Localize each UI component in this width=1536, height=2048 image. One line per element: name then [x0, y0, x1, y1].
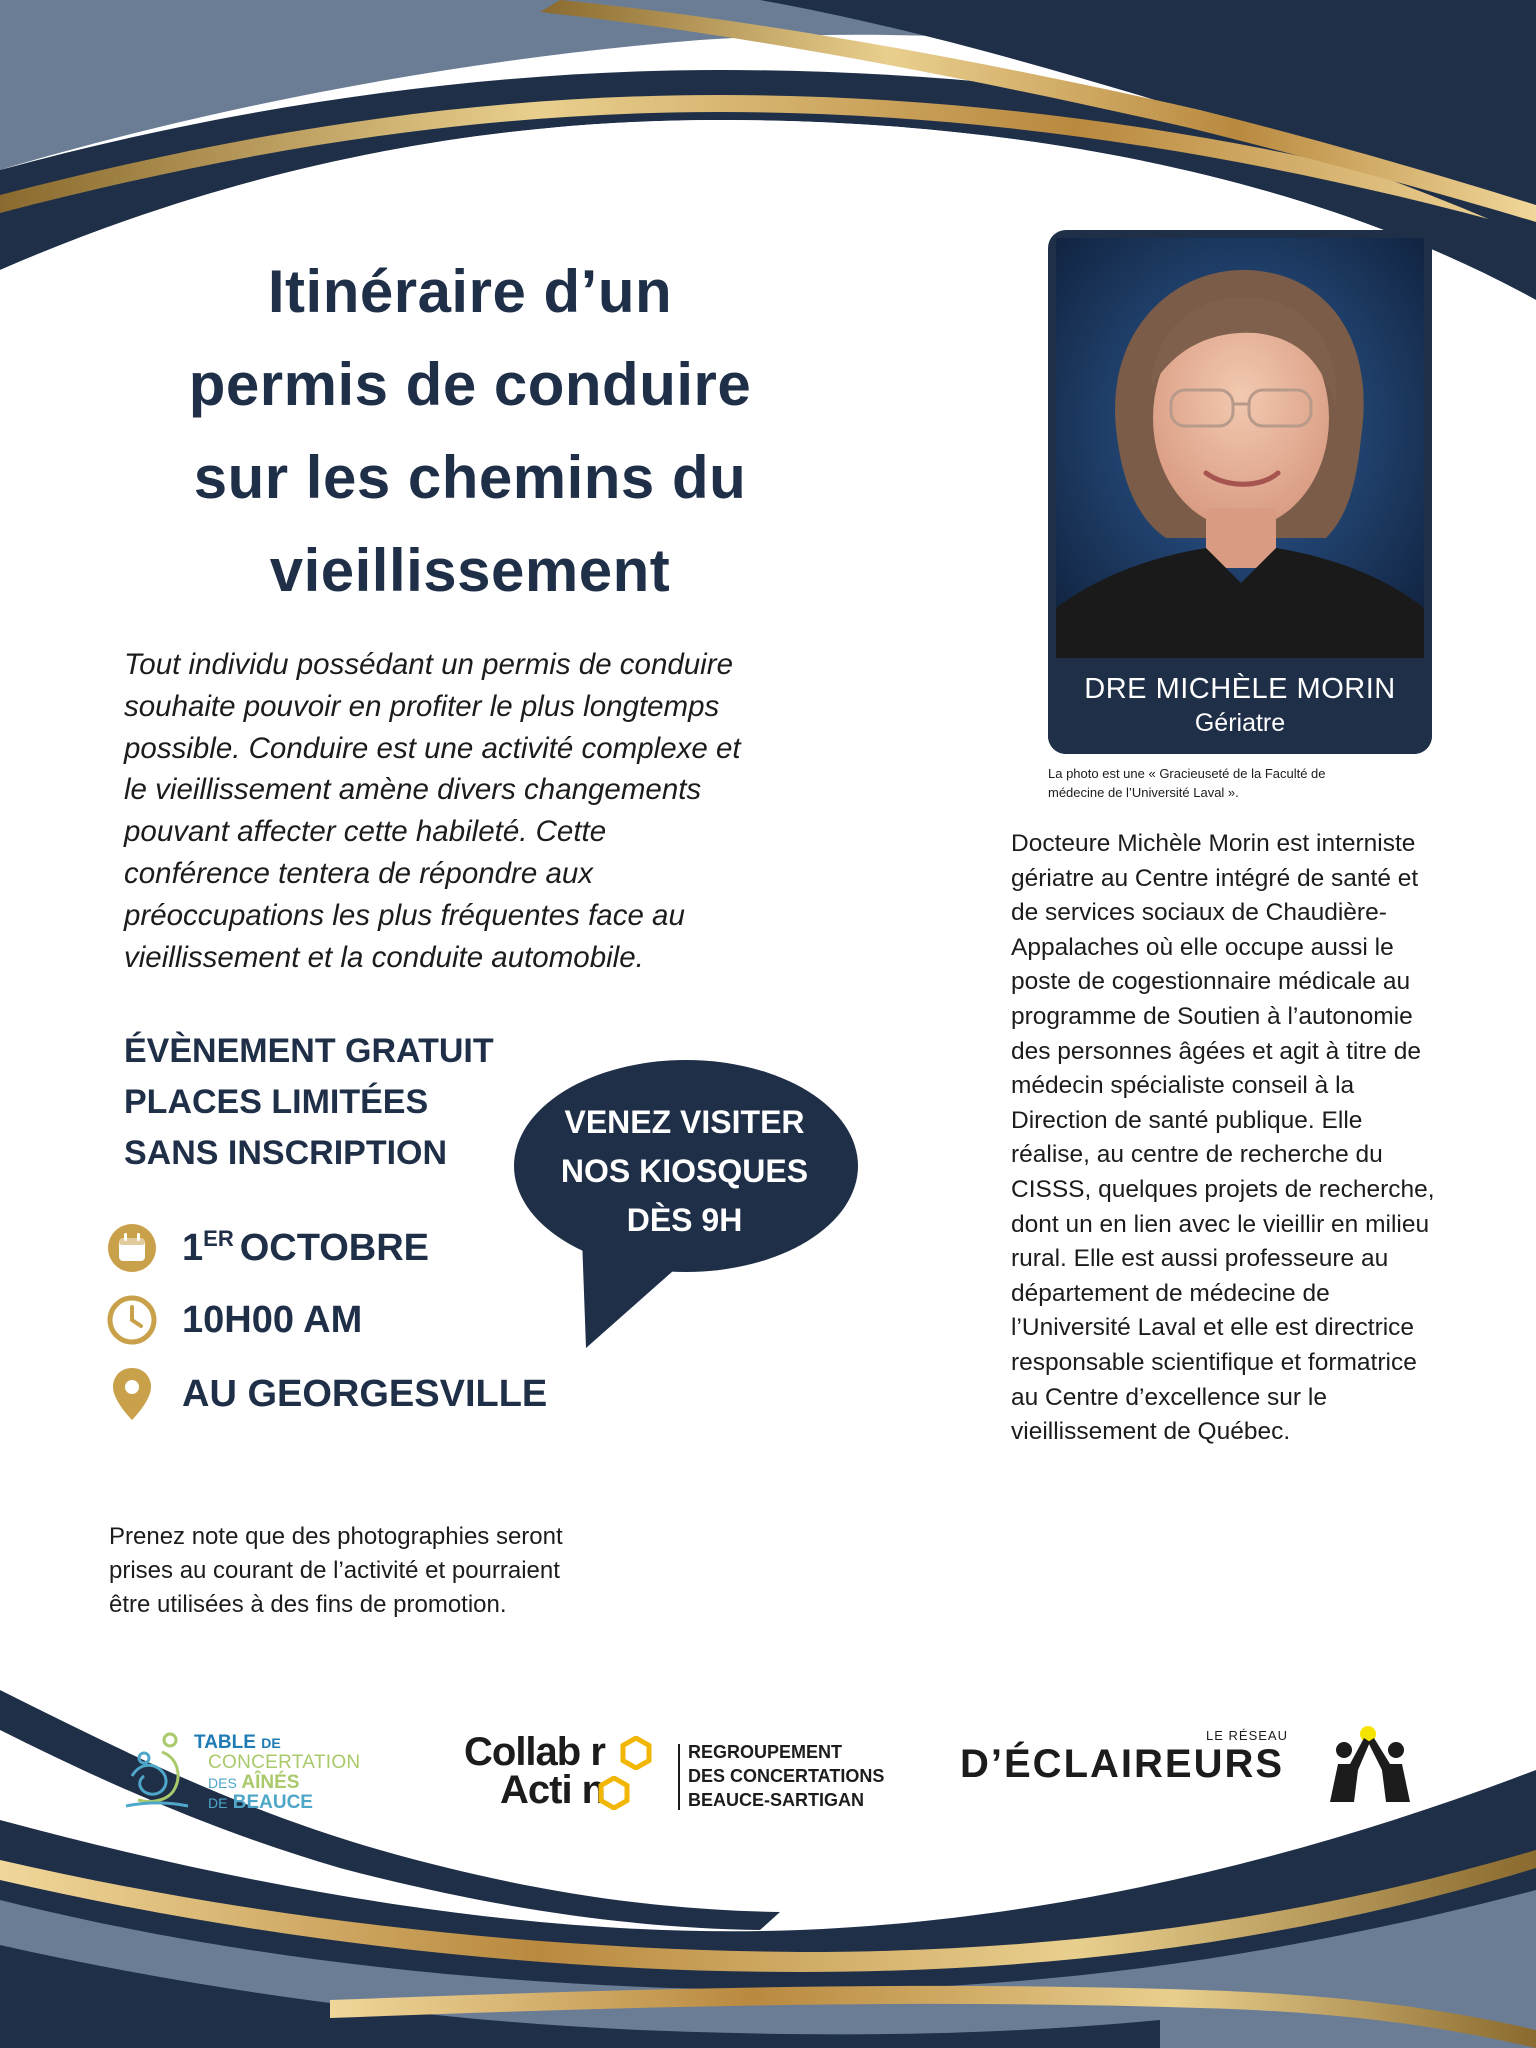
credit-line: médecine de l’Université Laval ».	[1048, 785, 1239, 800]
date-day: 1	[182, 1227, 204, 1269]
bio-line: Direction de santé publique. Elle	[1011, 1106, 1363, 1134]
event-place: AU GEORGESVILLE	[182, 1372, 548, 1415]
table-line-1	[194, 1732, 281, 1754]
place-row	[104, 1364, 547, 1424]
logo-table-concertation	[122, 1728, 392, 1818]
bio-line: de services sociaux de Chaudière-	[1011, 899, 1387, 927]
kiosk-callout	[512, 1098, 857, 1245]
table-line-4	[208, 1792, 313, 1814]
hexagon-icon	[620, 1736, 652, 1770]
bio-line: dont un en lien avec le vieillir en milieu	[1011, 1210, 1430, 1238]
bio-line: Docteure Michèle Morin est interniste	[1011, 830, 1416, 857]
callout-line: VENEZ VISITER	[564, 1104, 805, 1140]
action-word: Acti n	[500, 1768, 606, 1812]
speaker-name: DRE MICHÈLE MORIN	[1084, 673, 1396, 705]
intro-line: vieillissement et la conduite automobile.	[124, 940, 644, 974]
bio-line: gériatre au Centre intégré de santé et	[1011, 864, 1419, 892]
bio-line: réalise, au centre de recherche du	[1011, 1141, 1383, 1169]
table-word: BEAUCE	[232, 1792, 313, 1813]
highlight-limited: PLACES LIMITÉES	[124, 1083, 429, 1121]
bio-line: l’Université Laval et elle est directrice	[1011, 1314, 1415, 1342]
speaker-role: Gériatre	[1194, 709, 1286, 737]
notice-line: être utilisées à des fins de promotion.	[109, 1591, 507, 1618]
intro-line: souhaite pouvoir en profiter le plus longtemps	[124, 689, 720, 723]
date-row	[104, 1218, 429, 1278]
bio-line: CISSS, quelques projets de recherche,	[1011, 1175, 1435, 1203]
reseau-small-text: LE RÉSEAU	[1206, 1728, 1288, 1743]
table-word: TABLE	[194, 1732, 256, 1753]
table-word: AÎNÉS	[241, 1772, 300, 1793]
bio-line: des personnes âgées et agit à titre de	[1011, 1037, 1421, 1065]
speaker-bio	[1011, 827, 1511, 1450]
event-title	[90, 245, 850, 617]
credit-line: La photo est une « Gracieuseté de la Faculté de	[1048, 766, 1326, 781]
collab-desc-line: REGROUPEMENT	[688, 1742, 843, 1762]
bio-line: vieillissement de Québec.	[1011, 1418, 1291, 1446]
time-row	[104, 1290, 362, 1350]
intro-line: possible. Conduire est une activité complexe et	[124, 731, 741, 765]
bio-line: rural. Elle est aussi professeure au	[1011, 1245, 1389, 1273]
callout-line: DÈS 9H	[626, 1202, 743, 1238]
reseau-big-text: D’ÉCLAIREURS	[960, 1742, 1285, 1786]
table-small-word: DE	[261, 1735, 281, 1751]
notice-line: Prenez note que des photographies seront	[109, 1523, 563, 1550]
event-date	[182, 1226, 429, 1270]
table-small-word: DE	[208, 1795, 228, 1811]
title-line: sur les chemins du	[193, 444, 747, 511]
photography-notice	[109, 1520, 669, 1622]
intro-line: conférence tentera de répondre aux	[124, 856, 594, 890]
logo-reseau-eclaireurs	[960, 1722, 1440, 1822]
table-line-3	[208, 1772, 299, 1794]
title-line: permis de conduire	[188, 351, 752, 418]
table-small-word: DES	[208, 1775, 237, 1791]
intro-paragraph	[124, 644, 864, 978]
bio-line: programme de Soutien à l’autonomie	[1011, 1002, 1413, 1030]
collab-word: Collab r	[464, 1730, 605, 1774]
logo-divider	[678, 1744, 680, 1810]
calendar-icon	[104, 1220, 160, 1276]
logo-collaboraction	[462, 1730, 902, 1820]
notice-line: prises au courant de l’activité et pourraient	[109, 1557, 560, 1584]
table-line-2: CONCERTATION	[208, 1752, 361, 1773]
bio-line: poste de cogestionnaire médicale au	[1011, 968, 1411, 996]
intro-line: préoccupations les plus fréquentes face au	[124, 898, 685, 932]
bio-line: responsable scientifique et formatrice	[1011, 1348, 1417, 1376]
title-line: Itinéraire d’un	[267, 258, 673, 325]
clock-icon	[104, 1292, 160, 1348]
date-month: OCTOBRE	[239, 1227, 430, 1269]
intro-line: pouvant affecter cette habileté. Cette	[124, 815, 607, 849]
event-time: 10H00 AM	[182, 1298, 363, 1341]
callout-line: NOS KIOSQUES	[560, 1153, 809, 1189]
hexagon-icon	[598, 1776, 630, 1810]
location-pin-icon	[104, 1366, 160, 1422]
bio-line: médecin spécialiste conseil à la	[1011, 1072, 1355, 1100]
event-highlights	[124, 1026, 544, 1179]
bio-line: au Centre d’excellence sur le	[1011, 1383, 1327, 1411]
intro-line: Tout individu possédant un permis de conduire	[124, 648, 733, 681]
collab-desc-line: DES CONCERTATIONS	[688, 1766, 885, 1786]
collab-desc-line: BEAUCE-SARTIGAN	[688, 1790, 865, 1810]
bio-line: Appalaches où elle occupe aussi le	[1011, 933, 1394, 961]
bio-line: département de médecine de	[1011, 1279, 1330, 1307]
photo-credit	[1048, 764, 1448, 802]
people-high-five-icon	[1310, 1724, 1440, 1804]
highlight-free: ÉVÈNEMENT GRATUIT	[124, 1032, 494, 1070]
seniors-logo-icon	[122, 1732, 192, 1812]
title-line: vieillissement	[269, 537, 671, 604]
highlight-no-registration: SANS INSCRIPTION	[124, 1134, 448, 1172]
intro-line: le vieillissement amène divers changements	[124, 773, 702, 807]
date-ordinal: ER	[203, 1226, 234, 1251]
